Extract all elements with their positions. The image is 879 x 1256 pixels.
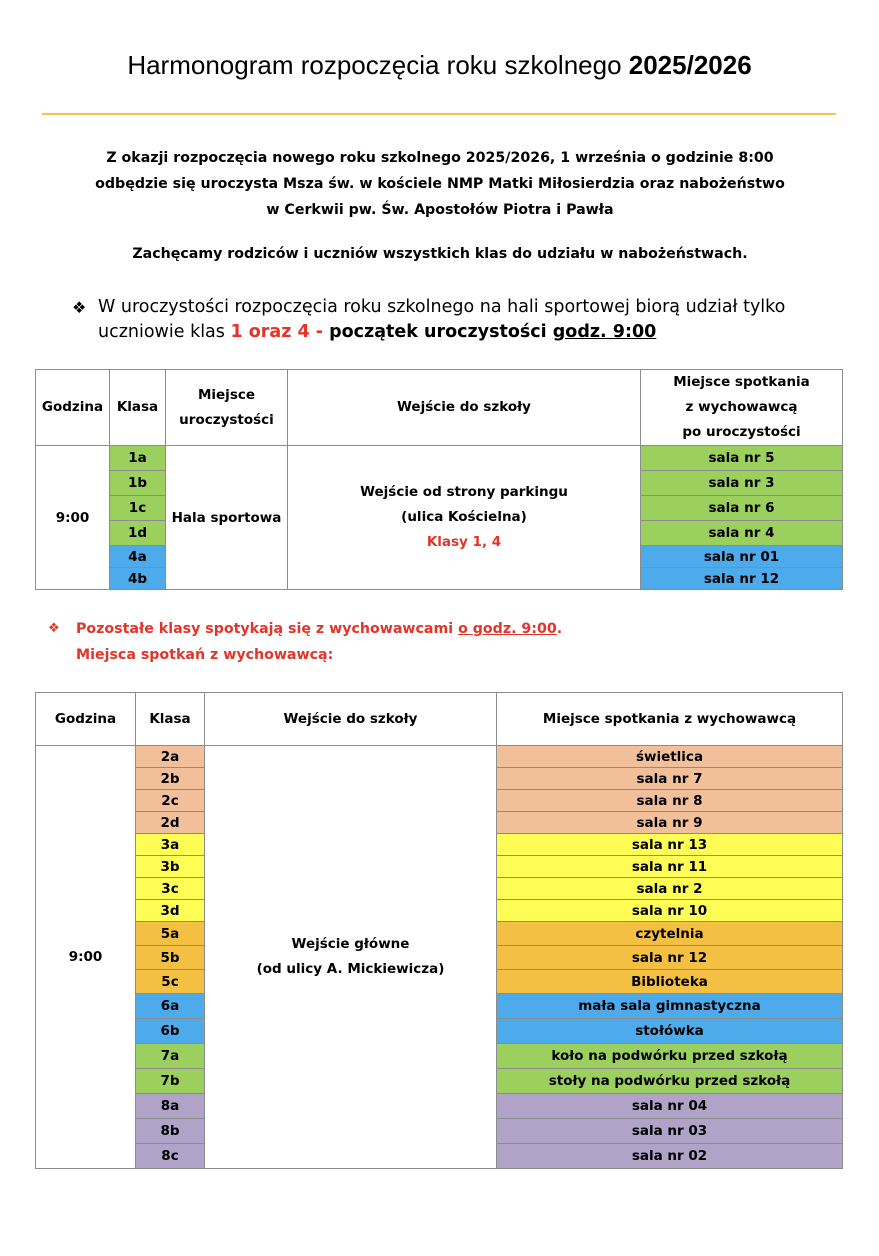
ceremony-bullet-text bbox=[98, 295, 852, 345]
page-title bbox=[0, 50, 879, 81]
room-cell: sala nr 13 bbox=[497, 834, 843, 856]
header-wejscie: Wejście do szkoły bbox=[288, 370, 641, 446]
ceremony-bullet bbox=[72, 295, 852, 345]
entrance-line: Wejście od strony parkingu bbox=[360, 484, 568, 500]
entrance-line: (ulica Kościelna) bbox=[401, 509, 527, 525]
table-row bbox=[36, 446, 843, 471]
class-cell: 4a bbox=[110, 546, 166, 568]
class-cell: 5a bbox=[136, 922, 205, 946]
table-row bbox=[36, 746, 843, 768]
room-cell: czytelnia bbox=[497, 922, 843, 946]
class-cell: 6a bbox=[136, 994, 205, 1019]
diamond-bullet-icon: ❖ bbox=[72, 298, 87, 317]
other-classes-note: ❖ Pozostałe klasy spotykają się z wychowawcami o godz. 9:00. Miejsca spotkań z wychowawcą: bbox=[48, 616, 848, 668]
room-cell: stoły na podwórku przed szkołą bbox=[497, 1069, 843, 1094]
entrance-line: (od ulicy A. Mickiewicza) bbox=[256, 961, 445, 977]
class-cell: 3a bbox=[136, 834, 205, 856]
header-wejscie: Wejście do szkoły bbox=[205, 693, 497, 746]
room-cell: sala nr 3 bbox=[641, 471, 843, 496]
class-cell: 6b bbox=[136, 1019, 205, 1044]
room-cell: sala nr 2 bbox=[497, 878, 843, 900]
header-klasa: Klasa bbox=[110, 370, 166, 446]
table-header-row bbox=[36, 370, 843, 446]
header-miejsce: Miejsce uroczystości bbox=[166, 370, 288, 446]
title-year: 2025/2026 bbox=[628, 50, 752, 80]
header-spotkanie: Miejsce spotkania z wychowawcą bbox=[497, 693, 843, 746]
class-cell: 1a bbox=[110, 446, 166, 471]
class-cell: 3b bbox=[136, 856, 205, 878]
title-text: Harmonogram rozpoczęcia roku szkolnego bbox=[127, 50, 629, 80]
room-cell: sala nr 03 bbox=[497, 1119, 843, 1144]
class-cell: 2b bbox=[136, 768, 205, 790]
class-cell: 4b bbox=[110, 568, 166, 590]
ceremony-table bbox=[35, 369, 843, 590]
room-cell: Biblioteka bbox=[497, 970, 843, 994]
room-cell: sala nr 8 bbox=[497, 790, 843, 812]
note-time: o godz. 9:00 bbox=[458, 621, 557, 637]
intro-paragraph bbox=[40, 145, 840, 223]
class-cell: 2d bbox=[136, 812, 205, 834]
room-cell: stołówka bbox=[497, 1019, 843, 1044]
encourage-text: Zachęcamy rodziców i uczniów wszystkich klas do udziału w nabożeństwach. bbox=[132, 246, 748, 262]
time-cell: 9:00 bbox=[36, 746, 136, 1169]
room-cell: koło na podwórku przed szkołą bbox=[497, 1044, 843, 1069]
diamond-bullet-icon: ❖ bbox=[48, 621, 60, 636]
entrance-line: Wejście główne bbox=[291, 936, 410, 952]
room-cell: mała sala gimnastyczna bbox=[497, 994, 843, 1019]
note-line2: Miejsca spotkań z wychowawcą: bbox=[76, 647, 334, 663]
intro-line: odbędzie się uroczysta Msza św. w kościele NMP Matki Miłosierdzia oraz nabożeństwo bbox=[95, 176, 785, 192]
header-godzina: Godzina bbox=[36, 370, 110, 446]
room-cell: sala nr 7 bbox=[497, 768, 843, 790]
class-cell: 2c bbox=[136, 790, 205, 812]
class-cell: 5c bbox=[136, 970, 205, 994]
header-spotkanie: Miejsce spotkania z wychowawcą po uroczystości bbox=[641, 370, 843, 446]
entrance-classes: Klasy 1, 4 bbox=[426, 534, 502, 550]
entrance-cell bbox=[288, 446, 641, 590]
venue-cell: Hala sportowa bbox=[166, 446, 288, 590]
note-text: Pozostałe klasy spotykają się z wychowawcami bbox=[76, 621, 459, 637]
class-cell: 3c bbox=[136, 878, 205, 900]
class-cell: 8a bbox=[136, 1094, 205, 1119]
class-cell: 5b bbox=[136, 946, 205, 970]
bullet-text-a: W uroczystości rozpoczęcia roku szkolnego na hali sportowej biorą udział tylko uczniowie klas bbox=[98, 297, 786, 342]
room-cell: sala nr 12 bbox=[641, 568, 843, 590]
intro-line: w Cerkwii pw. Św. Apostołów Piotra i Pawła bbox=[266, 202, 614, 218]
class-cell: 2a bbox=[136, 746, 205, 768]
title-divider bbox=[42, 113, 836, 115]
room-cell: sala nr 02 bbox=[497, 1144, 843, 1169]
time-cell: 9:00 bbox=[36, 446, 110, 590]
room-cell: świetlica bbox=[497, 746, 843, 768]
class-cell: 8b bbox=[136, 1119, 205, 1144]
room-cell: sala nr 11 bbox=[497, 856, 843, 878]
room-cell: sala nr 6 bbox=[641, 496, 843, 521]
class-cell: 1c bbox=[110, 496, 166, 521]
table-header-row bbox=[36, 693, 843, 746]
room-cell: sala nr 12 bbox=[497, 946, 843, 970]
header-godzina: Godzina bbox=[36, 693, 136, 746]
entrance-cell bbox=[205, 746, 497, 1169]
class-cell: 7b bbox=[136, 1069, 205, 1094]
room-cell: sala nr 01 bbox=[641, 546, 843, 568]
intro-line: Z okazji rozpoczęcia nowego roku szkolnego 2025/2026, 1 września o godzinie 8:00 bbox=[106, 150, 774, 166]
room-cell: sala nr 5 bbox=[641, 446, 843, 471]
class-cell: 3d bbox=[136, 900, 205, 922]
room-cell: sala nr 9 bbox=[497, 812, 843, 834]
bullet-time: godz. 9:00 bbox=[552, 322, 657, 342]
header-klasa: Klasa bbox=[136, 693, 205, 746]
room-cell: sala nr 04 bbox=[497, 1094, 843, 1119]
meeting-table bbox=[35, 692, 843, 1169]
class-cell: 1b bbox=[110, 471, 166, 496]
class-cell: 1d bbox=[110, 521, 166, 546]
bullet-text-b: początek uroczystości bbox=[323, 322, 553, 342]
bullet-classes: 1 oraz 4 - bbox=[230, 322, 324, 342]
room-cell: sala nr 10 bbox=[497, 900, 843, 922]
class-cell: 8c bbox=[136, 1144, 205, 1169]
room-cell: sala nr 4 bbox=[641, 521, 843, 546]
class-cell: 7a bbox=[136, 1044, 205, 1069]
